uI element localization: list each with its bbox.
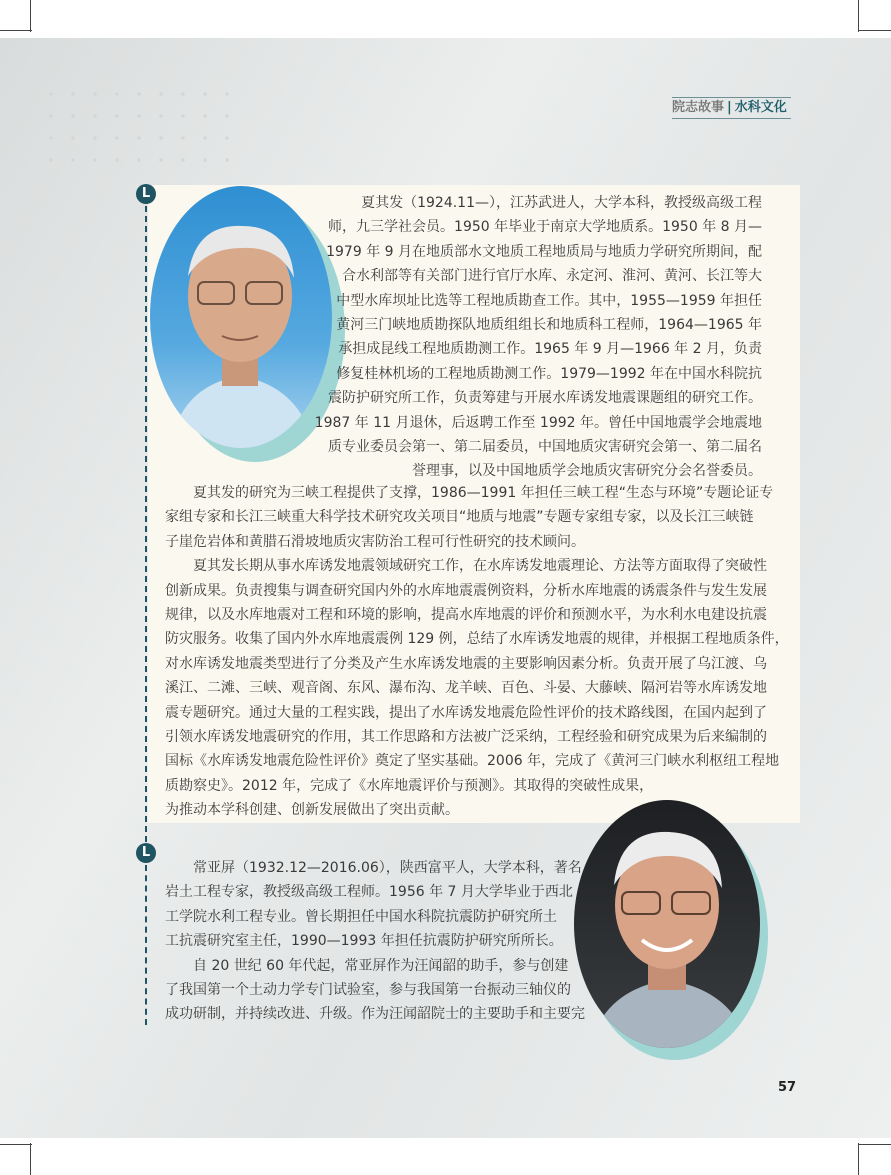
crop-mark [30, 0, 31, 32]
paragraph-line: 质专业委员会第一、第二届委员，中国地质灾害研究会第一、第二届名 [328, 439, 762, 455]
section-header [672, 97, 791, 119]
paragraph-line: 自 20 世纪 60 年代起，常亚屏作为汪闻韶的助手，参与创建 [165, 957, 569, 974]
crop-mark [0, 30, 32, 31]
paragraph-line: 誉理事，以及中国地质学会地质灾害研究分会名誉委员。 [412, 463, 762, 480]
paragraph-line: 国标《水库诱发地震危险性评价》奠定了坚实基础。2006 年，完成了《黄河三门峡水利枢纽工程地 [165, 753, 780, 770]
column-name: 水科文化 [734, 100, 787, 115]
section-name: 院志故事 [672, 100, 725, 115]
paragraph-line: 溪江、二滩、三峡、观音阁、东风、瀑布沟、龙羊峡、百色、斗晏、大藤峡、隔河岩等水库诱发地 [165, 680, 767, 697]
crop-mark [858, 1143, 859, 1175]
paragraph-line: 1987 年 11 月退休，后返聘工作至 1992 年。曾任中国地震学会地震地 [314, 414, 762, 431]
header-separator: | [727, 100, 732, 115]
paragraph-line: 引领水库诱发地震研究的作用，其工作思路和方法被广泛采纳，工程经验和研究成果为后来编制的 [165, 729, 767, 745]
paragraph-line: 成功研制，并持续改进、升级。作为汪闻韶院士的主要助手和主要完 [165, 1006, 585, 1023]
paragraph-line: 工抗震研究室主任，1990—1993 年担任抗震防护研究所所长。 [165, 933, 563, 950]
crop-mark [859, 30, 891, 31]
paragraph-line: 防灾服务。收集了国内外水库地震震例 129 例，总结了水库诱发地震的规律，并根据工程地质条件， [165, 631, 789, 648]
paragraph-line: 夏其发（1924.11—），江苏武进人，大学本科，教授级高级工程 [361, 195, 762, 211]
paragraph-line: 工学院水利工程专业。曾长期担任中国水科院抗震防护研究所土 [165, 908, 557, 925]
paragraph-line: 家组专家和长江三峡重大科学技术研究攻关项目“地质与地震”专题专家组专家，以及长江三峡链 [165, 509, 754, 526]
paragraph-line: 岩土工程专家，教授级高级工程师。1956 年 7 月大学毕业于西北 [165, 884, 573, 901]
paragraph-line: 创新成果。负责搜集与调查研究国内外的水库地震震例资料，分析水库地震的诱震条件与发生发展 [165, 582, 767, 599]
crop-mark [30, 1143, 31, 1175]
section-marker-icon: L [136, 843, 156, 863]
paragraph-line: 子崖危岩体和黄腊石滑坡地质灾害防治工程可行性研究的技术顾问。 [165, 533, 585, 550]
paragraph-line: 震防护研究所工作，负责筹建与开展水库诱发地震课题组的研究工作。 [328, 390, 762, 407]
paragraph-line: 修复桂林机场的工程地质勘测工作。1979—1992 年在中国水科院抗 [336, 365, 762, 382]
paragraph-line: 1979 年 9 月在地质部水文地质工程地质局与地质力学研究所期间，配 [326, 243, 762, 260]
paragraph-line: 震专题研究。通过大量的工程实践，提出了水库诱发地震危险性评价的技术路线图，在国内起到了 [165, 704, 767, 721]
profile-2-photo [574, 800, 760, 1048]
paragraph-line: 夏其发长期从事水库诱发地震领域研究工作，在水库诱发地震理论、方法等方面取得了突破性 [165, 558, 767, 575]
dashed-divider [145, 865, 147, 1025]
paragraph-line: 承担成昆线工程地质勘测工作。1965 年 9 月—1966 年 2 月，负责 [338, 341, 762, 358]
dashed-divider [145, 206, 147, 842]
paragraph-line: 夏其发的研究为三峡工程提供了支撑，1986—1991 年担任三峡工程“生态与环境”专题论证专 [165, 485, 774, 501]
crop-mark [858, 0, 859, 32]
paragraph-line: 常亚屏（1932.12—2016.06），陕西富平人，大学本科，著名 [165, 860, 582, 876]
portrait-photo-icon [574, 800, 760, 1048]
paragraph-line: 质勘察史》。2012 年，完成了《水库地震评价与预测》。其取得的突破性成果， [165, 777, 654, 794]
paragraph-line: 师，九三学社会员。1950 年毕业于南京大学地质系。1950 年 8 月— [328, 219, 762, 236]
paragraph-line: 为推动本学科创建、创新发展做出了突出贡献。 [165, 802, 459, 819]
crop-mark [0, 1144, 32, 1145]
paragraph-line: 黄河三门峡地质勘探队地质组组长和地质科工程师，1964—1965 年 [336, 317, 762, 333]
paragraph-line: 合水利部等有关部门进行官厅水库、永定河、淮河、黄河、长江等大 [342, 268, 762, 285]
paragraph-line: 了我国第一个土动力学专门试验室，参与我国第一台振动三轴仪的 [165, 982, 571, 998]
page-number: 57 [778, 1080, 797, 1095]
paragraph-line: 中型水库坝址比选等工程地质勘查工作。其中，1955—1959 年担任 [336, 292, 762, 309]
paragraph-line: 规律，以及水库地震对工程和环境的影响，提高水库地震的评价和预测水平，为水利水电建设抗震 [165, 607, 767, 623]
crop-mark [859, 1144, 891, 1145]
dot-pattern [40, 83, 240, 173]
paragraph-line: 对水库诱发地震类型进行了分类及产生水库诱发地震的主要影响因素分析。负责开展了乌江渡、乌 [165, 655, 767, 672]
section-marker-icon: L [136, 184, 156, 204]
